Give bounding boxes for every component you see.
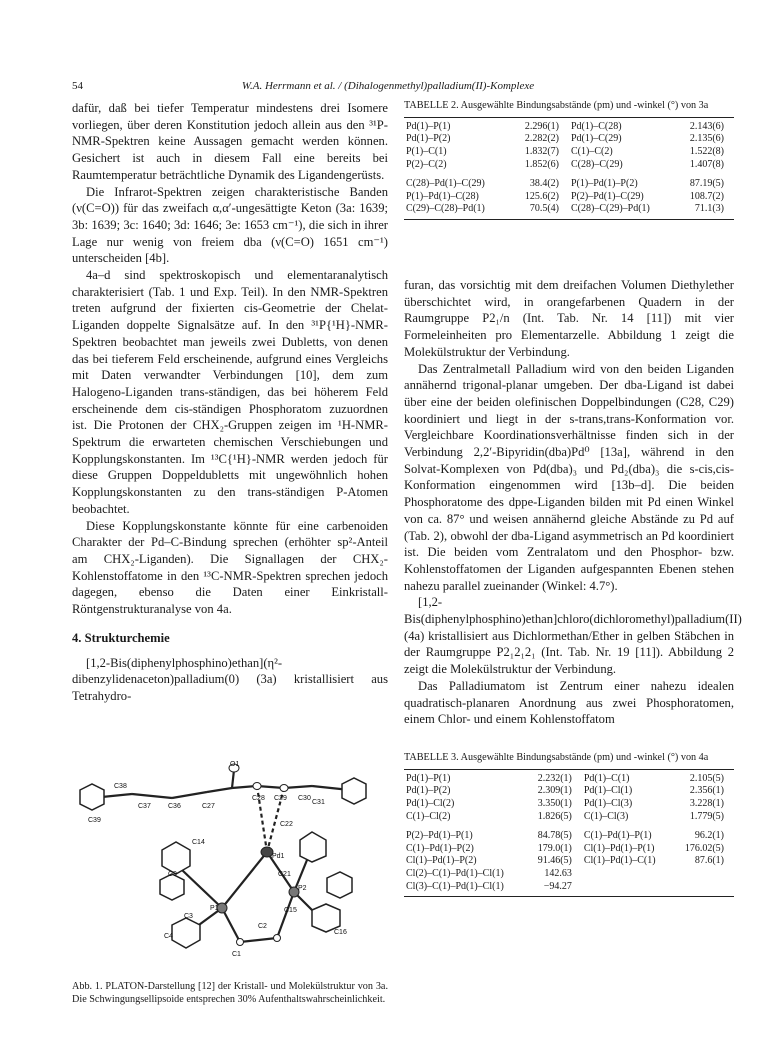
left-column (72, 100, 388, 705)
paragraph-square-planar: Das Palladiumatom ist Zentrum einer nahezu idealen quadratisch-planaren Anordnung aus zwei Phosphoratomen, einem Chlor- und einem Kohlenstoffatom (404, 678, 734, 727)
table-cell: C(1)–Cl(2) (406, 810, 451, 822)
figure-caption: Abb. 1. PLATON-Darstellung [12] der Kristall- und Molekülstruktur von 3a. Die Schwingungsellipsoide entsprechen 30% Aufenthaltswahrscheinlichkeit. (72, 981, 388, 1005)
paragraph-nmr: 4a–d sind spektroskopisch und elementaranalytisch charakterisiert (Tab. 1 und Exp. Teil). In den NMR-Spektren treten aufgrund der fixierten cis-Geometrie der Chelat-Liganden doppelte Signalsätze auf. In den ³¹P{¹H}-NMR-Spektren beobachtet man jeweils zwei Dubletts, von denen das bei tieferem Feld erscheinende, aufgrund eines Vergleichs mit Daten verwandter Verbindungen [10], dem zum Halogeno-Liganden trans-ständigen, das bei höherem Feld erscheinende dem cis-ständigen Phosphoratom zuzuordnen ist. Die Protonen der CHX₂-Gruppen zeigen im ¹H-NMR-Spektrum die erwarteten chemischen Verschiebungen und Kopplungskonstanten. Im ¹³C{¹H}-NMR werden jedoch für diese Gruppen Doppeldubletts mit ungewöhnlich hohen Kopplungskonstanten zu den trans-ständigen P-Atomen beobachtet. (72, 268, 388, 516)
atom-label: C39 (88, 817, 101, 824)
paragraph-3a-crystal: [1,2-Bis(diphenylphosphino)ethan](η²-dibenzylidenaceton)palladium(0) (3a) kristallisiert aus Tetrahydro- (72, 655, 388, 703)
atom-label: C37 (138, 803, 151, 810)
table-cell: P(1)–C(1) (406, 145, 447, 157)
atom-label: P1 (210, 905, 219, 912)
atom-label: C21 (278, 871, 291, 878)
atom-label: C1 (232, 951, 241, 958)
table-cell: C(1)–C(2) (570, 145, 613, 157)
atom-ellipsoids (217, 764, 299, 946)
table-cell: Cl(1)–Pd(1)–P(1) (583, 842, 655, 854)
table-cell: C(28)–Pd(1)–C(29) (406, 178, 485, 190)
table-cell: 2.105(5) (672, 769, 734, 785)
atom-label: C15 (284, 907, 297, 914)
table-row (404, 191, 734, 204)
table-2-caption: TABELLE 2. Ausgewählte Bindungsabstände (pm) und -winkel (°) von 3a (404, 100, 709, 111)
table-cell: 2.282(2) (524, 133, 559, 145)
table-cell: 2.135(6) (689, 133, 724, 145)
table-cell: 1.779(5) (689, 810, 724, 822)
table-row (404, 159, 734, 172)
table-cell: 3.350(1) (537, 797, 572, 809)
paragraph-4a-crystal: [1,2-Bis(diphenylphosphino)ethan]chloro(dichloromethyl)palladium(II) (4a) kristallisiert aus Dichlormethan/Ether in gelben Stäbchen in der Raumgruppe P2₁2₁2₁ (Int. Tab. Nr. 19 [11]). Abbildung 2 zeigt die Molekülstruktur der Verbindung. (404, 595, 742, 677)
paragraph-ir-spectra: Die Infrarot-Spektren zeigen charakteristische Banden (ν(C=O)) für das zweifach α,α′-ungesättigte Keton (3a: 1639; 3b: 1639; 3c: 1640; 3d: 1646; 3e: 1653 cm⁻¹), die sich in ihrer Lage nur wenig von freiem dba (ν(C=O) 1651 cm⁻¹) unterscheiden [4b]. (72, 184, 388, 266)
table-cell: Pd(1)–Cl(3) (583, 797, 633, 809)
table-cell: 2.296(1) (509, 117, 569, 133)
table-cell: Pd(1)–P(1) (404, 117, 509, 133)
table-cell: 91.46(5) (537, 855, 572, 867)
table-cell: Pd(1)–P(1) (404, 769, 526, 785)
table-2-block (404, 100, 734, 220)
table-cell: P(2)–Pd(1)–P(1) (406, 830, 473, 842)
table-cell: Cl(2)–C(1)–Pd(1)–Cl(1) (406, 867, 504, 879)
table-row (404, 117, 734, 133)
table-cell: Pd(1)–Cl(1) (583, 785, 633, 797)
table-cell: 1.852(6) (524, 158, 559, 170)
table-cell (582, 881, 672, 897)
table-row (404, 203, 734, 219)
table-row (404, 798, 734, 811)
table-row (404, 785, 734, 798)
table-row (404, 855, 734, 868)
table-cell: 176.02(5) (684, 842, 724, 854)
atom-label: C28 (252, 795, 265, 802)
atom-label: C9 (168, 871, 177, 878)
right-column (404, 277, 742, 728)
table-cell: 125.6(2) (524, 190, 559, 202)
atom-label: C29 (274, 795, 287, 802)
atom-label: C2 (258, 923, 267, 930)
table-cell: 96.2(1) (694, 830, 724, 842)
table-cell: Pd(1)–C(28) (569, 117, 674, 133)
atom-label: C30 (298, 795, 311, 802)
table-cell: C(1)–Pd(1)–P(1) (583, 830, 652, 842)
atom-label: C36 (168, 803, 181, 810)
table-cell: 1.407(8) (689, 158, 724, 170)
table-2 (404, 117, 734, 220)
table-cell: Cl(1)–Pd(1)–P(2) (406, 855, 477, 867)
table-cell: 71.1(3) (674, 203, 734, 219)
table-cell: C(28)–C(29)–Pd(1) (569, 203, 674, 219)
table-cell: Pd(1)–P(2) (406, 133, 451, 145)
table-cell: Cl(3)–C(1)–Pd(1)–Cl(1) (404, 881, 526, 897)
table-cell: 108.7(2) (689, 190, 724, 202)
table-cell: Pd(1)–C(1) (582, 769, 672, 785)
table-row (404, 171, 734, 191)
table-cell: 1.522(8) (689, 145, 724, 157)
table-cell: 84.78(5) (537, 830, 572, 842)
table-cell: P(2)–Pd(1)–C(29) (570, 190, 644, 202)
table-3-caption: TABELLE 3. Ausgewählte Bindungsabstände (pm) und -winkel (°) von 4a (404, 752, 709, 763)
atom-label: C31 (312, 799, 325, 806)
table-cell: P(1)–Pd(1)–P(2) (570, 178, 638, 190)
molecular-structure-figure (72, 760, 392, 980)
table-cell: 2.232(1) (526, 769, 582, 785)
table-cell (672, 868, 734, 881)
table-row (404, 769, 734, 785)
paragraph-coupling: Diese Kopplungskonstante könnte für eine carbenoiden Charakter der Pd–C-Bindung sprechen (erhöhter sp²-Anteil am CHX₂-Liganden). Die Signallagen der CHX₂-Kohlenstoffatome in den ¹³C-NMR-Spektren sprechen jedoch dagegen, ebenso die Daten einer Einkristall-Röntgenstrukturanalyse von 4a. (72, 518, 388, 617)
section-heading: 4. Strukturchemie (72, 630, 170, 645)
table-row (404, 843, 734, 856)
table-cell: C(1)–Cl(3) (583, 810, 629, 822)
table-cell (672, 881, 734, 897)
running-title: W.A. Herrmann et al. / (Dihalogenmethyl)palladium(II)-Komplexe (241, 80, 535, 92)
atom-label: C38 (114, 783, 127, 790)
table-3-block (404, 752, 734, 897)
atom-label: C22 (280, 821, 293, 828)
atom-label: P2 (298, 885, 307, 892)
table-cell: 87.19(5) (689, 178, 724, 190)
atom-label: Pd1 (272, 853, 285, 860)
table-cell: C(28)–C(29) (570, 158, 623, 170)
table-cell: C(1)–Pd(1)–P(2) (406, 842, 474, 854)
table-row (404, 146, 734, 159)
table-row (404, 823, 734, 843)
table-row (404, 868, 734, 881)
atom-label: C27 (202, 803, 215, 810)
page-number: 54 (72, 80, 83, 92)
atom-label: C16 (334, 929, 347, 936)
paragraph-isomers: dafür, daß bei tiefer Temperatur mindestens drei Isomere vorliegen, über deren Konstitution jedoch allein aus den ³¹P-NMR-Spektren keine Aussagen gemacht werden können. Gesichert ist auch in diesem Fall eine bereits bei Raumtemperatur beträchtliche Dynamik des Ligandengerüsts. (72, 101, 388, 182)
table-3 (404, 769, 734, 897)
table-cell: C(29)–C(28)–Pd(1) (404, 203, 509, 219)
table-cell: P(2)–C(2) (406, 158, 447, 170)
table-row (404, 133, 734, 146)
paragraph-palladium-center: Das Zentralmetall Palladium wird von den beiden Liganden annähernd trigonal-planar umgeben. Der dba-Ligand ist dabei über eine der beiden olefinischen Doppelbindungen (C28, C29) koordiniert und liegt in der s-trans,trans-Konformation vor. Vergleichbare Koordinationsverhältnisse finden sich in der Verbindung 2,2′-Bipyridin(dba)Pd⁰ [13a], während in den Solvat-Komplexen von Pd(dba)₃ und Pd₂(dba)₃ die s-cis,cis-Konformation eingenommen wird [13b–d]. Die beiden Phosphoratome des dppe-Liganden bilden mit Pd einen Winkel von ca. 87° und weisen annähernd gleiche Abstände zu Pd auf (Tab. 2), obwohl der dba-Ligand asymmetrisch an Pd koordiniert ist. Die beiden vom Zentralatom und den Phosphor- bzw. Kohlenstoffatomen der Liganden aufgespannten Ebenen stehen nahezu parallel zueinander (Winkel: 4.7°). (404, 361, 734, 593)
atom-label: O1 (230, 761, 240, 768)
table-cell (582, 868, 672, 881)
table-cell: 2.309(1) (537, 785, 572, 797)
table-cell: 38.4(2) (529, 178, 559, 190)
table-cell: 70.5(4) (509, 203, 569, 219)
table-cell: Pd(1)–Cl(2) (406, 797, 455, 809)
table-cell: Pd(1)–P(2) (406, 785, 451, 797)
atom-label: C3 (184, 913, 193, 920)
table-cell: 1.832(7) (524, 145, 559, 157)
table-cell: Cl(1)–Pd(1)–C(1) (583, 855, 656, 867)
table-cell: Pd(1)–C(29) (570, 133, 622, 145)
table-cell: 1.826(5) (537, 810, 572, 822)
table-cell: 179.0(1) (537, 842, 572, 854)
paragraph-furan: furan, das vorsichtig mit dem dreifachen Volumen Diethylether überschichtet wird, in orangefarbenen Quadern in der Raumgruppe P2₁/n (Int. Tab. Nr. 14 [11]) mit vier Formeleinheiten pro Elementarzelle. Abbildung 1 zeigt die Molekülstruktur der Verbindung. (404, 278, 734, 359)
table-cell: 3.228(1) (689, 797, 724, 809)
table-cell: P(1)–Pd(1)–C(28) (406, 190, 479, 202)
table-cell: 2.143(6) (674, 117, 734, 133)
table-cell: 142.63 (544, 867, 572, 879)
table-cell: 87.6(1) (694, 855, 724, 867)
atom-label: C14 (192, 839, 205, 846)
table-row (404, 811, 734, 824)
atom-label: C4 (164, 933, 173, 940)
table-cell: 2.356(1) (689, 785, 724, 797)
table-cell: −94.27 (526, 881, 582, 897)
table-row (404, 881, 734, 897)
